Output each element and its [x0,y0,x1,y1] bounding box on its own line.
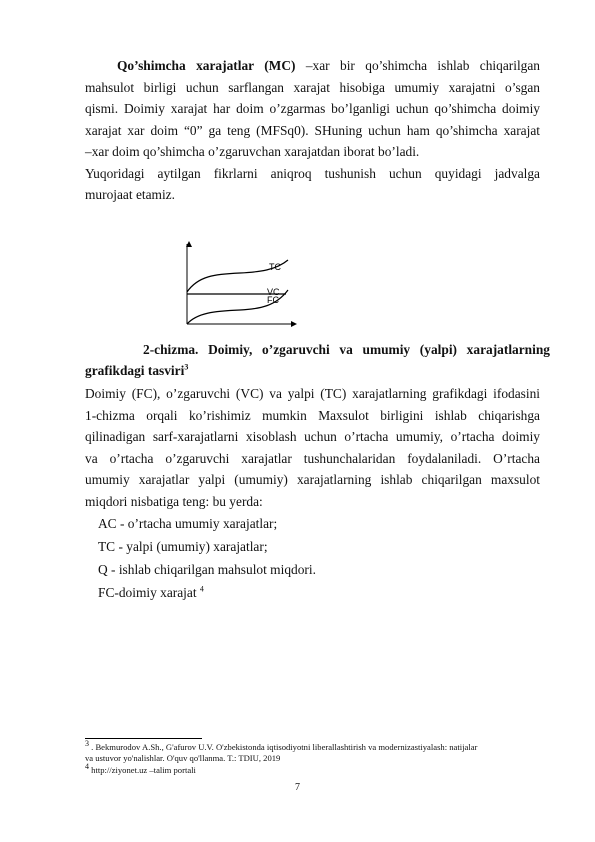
para2-line2: murojaat etamiz. [85,187,175,202]
footnote-3-line1 [85,739,545,753]
para1-line1 [85,57,540,75]
para3-line1: Doimiy (FC), o’zgaruvchi (VC) va yalpi (TC) xarajatlarning grafikdagi ifodasini [85,386,540,401]
def-fc [98,584,553,602]
para1-line4: xarajat xar doim “0” ga teng (MFSq0). SHuning uchun ham qo’shimcha xarajat [85,123,540,138]
tc-label: TC [269,262,281,272]
footnote-ref-3: 3 [184,362,189,372]
footnote-4-text: http://ziyonet.uz –talim portali [89,765,196,775]
para3-line2: 1-chizma orqali ko’rishimiz mumkin Maxsulot birligini ishlab chiqarishga [85,408,540,423]
footnote-separator [85,738,202,739]
def-ac: AC - o’rtacha umumiy xarajatlar; [98,516,278,531]
cost-curves-chart [170,240,310,335]
para3-line6: miqdori nisbatiga teng: bu yerda: [85,494,263,509]
para3-line5: umumiy xarajatlar yalpi (umumiy) xarajatlarning ishlab chiqarilgan maxsulot [85,472,540,487]
figure-caption-text: grafikdagi tasviri [85,363,185,378]
para1-line5: –xar doim qo’shimcha o’zgaruvchan xarajatdan iborat bo’ladi. [85,144,420,159]
def-q: Q - ishlab chiqarilgan mahsulot miqdori. [98,562,316,577]
footnote-4 [85,762,545,776]
footnote-3-text: . Bekmurodov A.Sh., G'afurov U.V. O'zbekistonda iqtisodiyotni liberallashtirish va modernizastiyalash: natijalar [89,742,478,752]
para1-line3: qismi. Doimiy xarajat har doim o’zgarmas bo’lganligi uchun qo’shimcha doimiy [85,101,540,116]
para2-line1: Yuqoridagi aytilgan fikrlarni aniqroq tushunish uchun quyidagi jadvalga [85,166,540,181]
para1-line2: mahsulot birligi uchun sarflangan xarajat hisobiga umumiy xarajatni o’sgan [85,80,540,95]
footnote-3-marker: 3 [85,739,89,749]
footnote-4-marker: 4 [85,762,89,772]
def-tc: TC - yalpi (umumiy) xarajatlar; [98,539,268,554]
def-fc-text: FC-doimiy xarajat [98,585,200,600]
figure-caption-line1: 2-chizma. Doimiy, o’zgaruvchi va umumiy (yalpi) xarajatlarning [143,342,550,357]
footnote-3-line2: va ustuvor yo'nalishlar. O'quv qo'llanma. T.: TDIU, 2019 [85,753,281,763]
figure-caption-line2 [85,362,550,380]
mc-term: Qo’shimcha xarajatlar (MC) [117,58,296,73]
footnote-ref-4: 4 [199,584,204,594]
page-number: 7 [295,782,300,793]
para3-line4: va o’rtacha o’zgaruvchi xarajatlar tushunchalaridan foydalaniladi. O’rtacha [85,451,540,466]
para3-line3: qilinadigan sarf-xarajatlarni xisoblash uchun o’rtacha umumiy, o’rtacha doimiy [85,429,540,444]
para1-line1-rest: –xar bir qo’shimcha ishlab chiqarilgan [295,58,541,73]
fc-label: FC [267,295,279,305]
vc-label: VC [267,287,280,297]
